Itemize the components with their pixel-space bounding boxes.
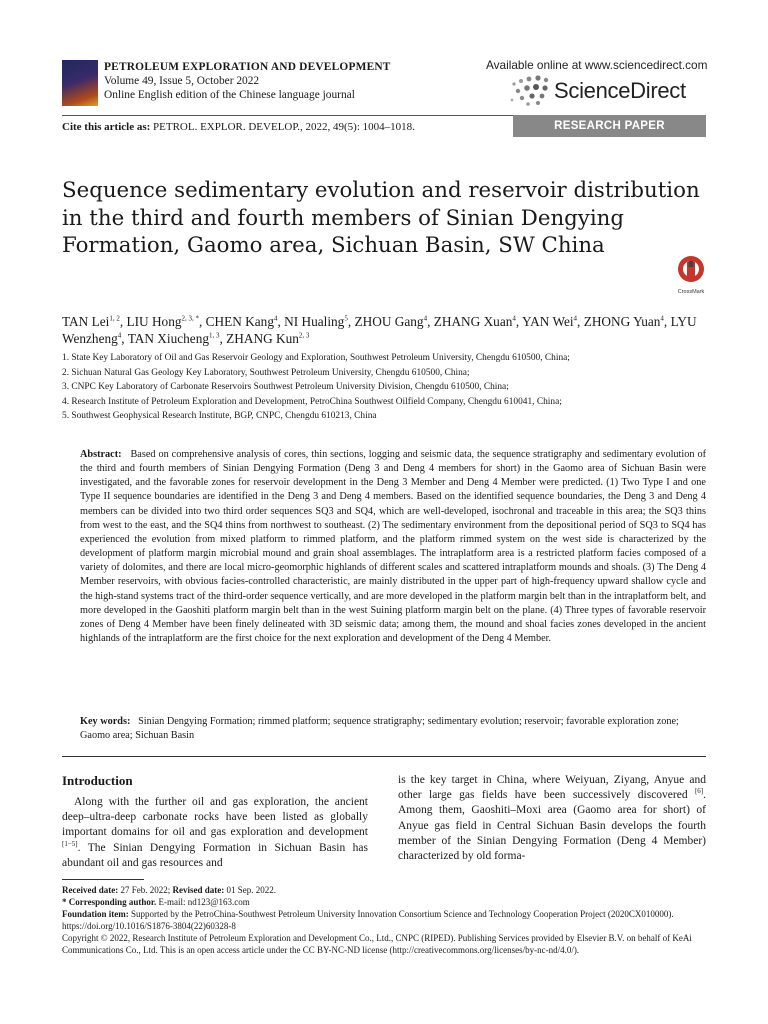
author-separator: ,	[199, 314, 206, 329]
foundation-line	[62, 908, 708, 920]
author-affiliation-marker: 4	[512, 314, 516, 323]
body-column-left	[62, 795, 368, 871]
author-affiliation-marker: 4	[573, 314, 578, 323]
author-separator: ,	[427, 314, 434, 329]
author-name: ZHANG Kun	[226, 331, 299, 346]
revised-date: 01 Sep. 2022.	[226, 885, 276, 895]
author-separator: ,	[515, 314, 523, 329]
foundation-text: Supported by the PetroChina-Southwest Petroleum University Innovation Consortium Science and Technology Cooperation Project (2020CX010000).	[131, 909, 674, 920]
author-name: ZHONG Yuan	[583, 314, 661, 329]
author-separator: ,	[119, 314, 127, 329]
author-affiliation-marker: 4	[273, 314, 278, 323]
affiliation: 1. State Key Laboratory of Oil and Gas Reservoir Geology and Exploration, Southwest Petroleum University, Chengdu 610500, China;	[62, 353, 570, 363]
corresponding-label: * Corresponding author.	[62, 897, 157, 908]
corresponding-email[interactable]: E-mail: nd123@163.com	[158, 897, 250, 908]
author-affiliation-marker: 2, 3, *	[181, 314, 199, 323]
journal-cover-image	[62, 60, 98, 106]
journal-name: PETROLEUM EXPLORATION AND DEVELOPMENT	[104, 61, 391, 73]
revised-label: Revised date:	[172, 885, 225, 895]
cite-text: PETROL. EXPLOR. DEVELOP., 2022, 49(5): 1004–1018.	[153, 121, 415, 133]
author-name: TAN Lei	[62, 314, 110, 329]
body-text: . The Sinian Dengying Formation in Sichuan Basin has abundant oil and gas resources and	[62, 841, 368, 869]
body-text: Along with the further oil and gas exploration, the ancient deep–ultra-deep carbonate rocks have been listed as globally important domains for oil and gas exploration and development	[62, 796, 368, 839]
author-name: ZHANG Xuan	[433, 314, 513, 329]
abstract-label: Abstract:	[80, 449, 122, 460]
author-separator: ,	[577, 314, 584, 329]
received-label: Received date:	[62, 885, 119, 895]
abstract-text: Based on comprehensive analysis of cores, thin sections, logging and seismic data, the sequence stratigraphy and sedimentary evolution of the third and fourth members of Sinian Dengying Formation (Deng 3 and Deng 4 members for short) in the Gaomo area of Sichuan Basin were investigated, and the favorable zones for reservoir development in the Deng 3 Member and Deng 4 Member were predicted. (1) Two Type I and one Type II sequence boundaries are identified in the Deng 3 and Deng 4 members. Based on the identified sequence boundaries, the Deng 3 and Deng 4 members can be divided into two third order sequences SQ3 and SQ4, which are well-developed, isochronal and traceable in this area; the SQ3 thins from west to the east, and the SQ4 thins from northwest to southeast. (2) The sedimentary environment from the depositional period of SQ3 to SQ4 has experienced the evolution from mixed platform to rimmed platform, and the platform rimmed system on the west side is characterized by the development of platform margin microbial mound and grain shoal assemblages. The intraplatform area is a restricted platform facies composed of a variety of dolomites, and there are local micro-geomorphic highlands of different scales and scattered intraplatform mounds and shoals. (3) The Deng 4 Member reservoirs, with obvious facies-controlled characteristic, are mainly distributed in the upper part of high-frequency upward shallow cycle and the high-stand systems tract of the third-order sequence vertically, and are more developed in the platform margin belt than in the intraplatform belt, and more developed in the Gaoshiti platform margin belt than in the west Suining platform margin belt on the plane. (4) Three types of favorable reservoir zones of Deng 4 Member have been finely delineated with 3D seismic data; among them, the mound and shoal facies zones developed in the ancient highlands of the intraplatform are the first choice for the next exploration and development of the Deng 4 Member.	[80, 449, 706, 645]
foundation-label: Foundation item:	[62, 909, 129, 920]
author-name: ZHOU Gang	[354, 314, 424, 329]
citation-line	[62, 121, 415, 133]
author-name: LYU Wenzheng	[62, 314, 697, 346]
author-separator: ,	[347, 314, 355, 329]
author-name: CHEN Kang	[205, 314, 274, 329]
author-name: LIU Hong	[126, 314, 182, 329]
journal-info	[104, 60, 391, 102]
footnotes	[62, 884, 708, 957]
cite-label: Cite this article as:	[62, 121, 151, 133]
available-online-text[interactable]: Available online at www.sciencedirect.com	[486, 58, 708, 72]
author-separator: ,	[663, 314, 671, 329]
author-affiliation-marker: 1, 3	[209, 331, 220, 340]
body-text: . Among them, Gaoshiti–Moxi area (Gaomo area for short) of Anyue gas field in Central Sichuan Basin develops the fourth member of the Sinian Dengying Formation (Deng 4 Member) characterized by old forma-	[398, 789, 706, 863]
author-name: YAN Wei	[522, 314, 574, 329]
received-date: 27 Feb. 2022;	[120, 885, 171, 895]
author-affiliation-marker: 2, 3	[298, 331, 310, 340]
affiliation: 4. Research Institute of Petroleum Exploration and Development, PetroChina Southwest Oilfield Company, Chengdu 610041, China;	[62, 396, 562, 407]
affiliation: 2. Sichuan Natural Gas Geology Key Laboratory, Southwest Petroleum University, Chengdu 610500, China;	[62, 367, 470, 378]
author-separator: ,	[277, 314, 285, 329]
footnote-divider	[62, 879, 144, 880]
introduction-heading: Introduction	[62, 773, 133, 788]
research-paper-badge: RESEARCH PAPER	[513, 115, 706, 137]
affiliation: 3. CNPC Key Laboratory of Carbonate Reservoirs Southwest Petroleum University Division, Chengdu 610500, China;	[62, 382, 509, 393]
doi-link[interactable]: https://doi.org/10.1016/S1876-3804(22)60328-8	[62, 921, 236, 932]
dates-line	[62, 884, 708, 896]
corresponding-line	[62, 896, 708, 908]
affiliation-list	[62, 351, 712, 424]
keywords-label: Key words:	[80, 716, 131, 727]
author-affiliation-marker: 4	[660, 314, 664, 323]
author-separator: ,	[219, 331, 227, 346]
author-separator: ,	[121, 331, 128, 346]
reference-marker[interactable]: [1−5]	[62, 839, 78, 848]
body-column-right	[398, 773, 706, 864]
author-name: TAN Xiucheng	[127, 331, 209, 346]
crossmark-icon[interactable]	[675, 254, 707, 296]
keywords	[80, 715, 706, 743]
affiliation: 5. Southwest Geophysical Research Institute, BGP, CNPC, Chengdu 610213, China	[62, 411, 377, 422]
journal-volume: Volume 49, Issue 5, October 2022	[104, 75, 260, 87]
author-name: NI Hualing	[284, 314, 345, 329]
body-text: is the key target in China, where Weiyuan, Ziyang, Anyue and other large gas fields have been successively discovered	[398, 774, 706, 802]
keywords-text: Sinian Dengying Formation; rimmed platform; sequence stratigraphy; sedimentary evolution; reservoir; favorable exploration zone; Gaomo area; Sichuan Basin	[80, 716, 679, 742]
section-divider	[62, 756, 706, 757]
reference-marker[interactable]: [6]	[694, 787, 704, 796]
sciencedirect-logo: ScienceDirect	[554, 78, 686, 103]
article-title: Sequence sedimentary evolution and reservoir distribution in the third and fourth members of Sinian Dengying Formation, Gaomo area, Sichuan Basin, SW China	[62, 178, 700, 258]
abstract	[80, 448, 706, 646]
journal-edition: Online English edition of the Chinese language journal	[104, 89, 355, 101]
author-affiliation-marker: 4	[423, 314, 428, 323]
author-affiliation-marker: 1, 2	[109, 314, 120, 323]
author-affiliation-marker: 5	[344, 314, 348, 323]
copyright-text: Copyright © 2022, Research Institute of Petroleum Exploration and Development Co., Ltd., CNPC (RIPED). Publishing Services provided by Elsevier B.V. on behalf of KeAi Communications Co., Ltd. This is an open access article under the CC BY-NC-ND license (http://creativecommons.org/licenses/by-nc-nd/4.0/).	[62, 933, 692, 956]
author-affiliation-marker: 4	[117, 331, 122, 340]
author-list	[62, 313, 712, 347]
crossmark-label: CrossMark	[677, 289, 705, 295]
